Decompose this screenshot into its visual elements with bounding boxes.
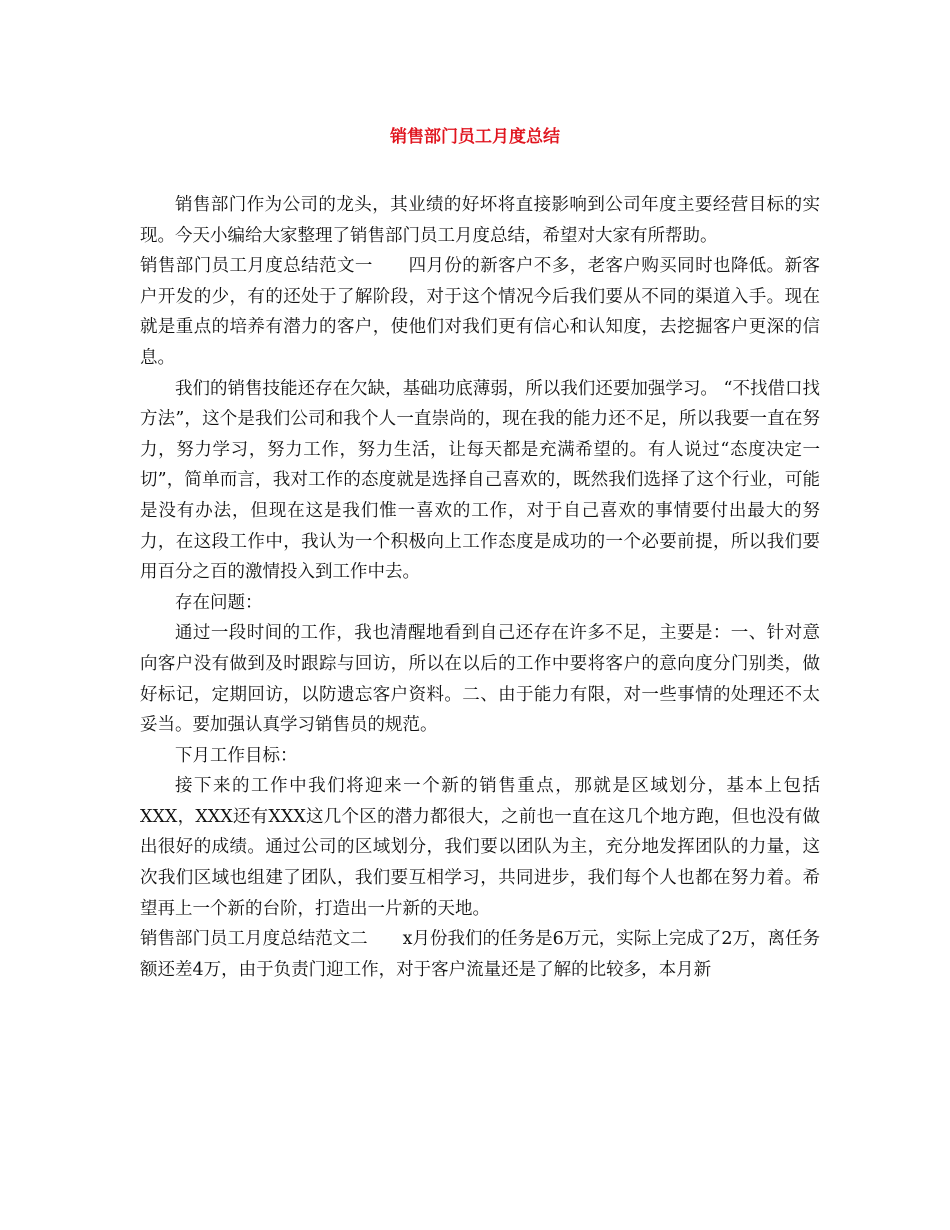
- heading-next-month-goals: 下月工作目标：: [175, 745, 298, 766]
- document-body: [140, 190, 820, 985]
- paragraph-intro: 销售部门作为公司的龙头，其业绩的好坏将直接影响到公司年度主要经营目标的实现。今天小编给大家整理了销售部门员工月度总结，希望对大家有所帮助。: [140, 195, 820, 246]
- paragraph-skills: 我们的销售技能还存在欠缺，基础功底薄弱，所以我们还要加强学习。 “不找借口找方法”，这个是我们公司和我个人一直崇尚的，现在我的能力还不足，所以我要一直在努力，努力学习，努力工作，努力生活，让每天都是充满希望的。有人说过“态度决定一切”，简单而言，我对工作的态度就是选择自己喜欢的，既然我们选择了这个行业，可能是没有办法，但现在这是我们惟一喜欢的工作，对于自己喜欢的事情要付出最大的努力，在这段工作中，我认为一个积极向上工作态度是成功的一个必要前提，所以我们要用百分之百的激情投入到工作中去。: [140, 378, 820, 583]
- paragraph-sample-two: 销售部门员工月度总结范文二 x月份我们的任务是6万元，实际上完成了2万，离任务额还差4万，由于负责门迎工作，对于客户流量还是了解的比较多，本月新: [140, 929, 820, 980]
- document-title: 销售部门员工月度总结: [390, 127, 560, 147]
- heading-problems: 存在问题：: [175, 592, 263, 613]
- paragraph-goals: 接下来的工作中我们将迎来一个新的销售重点，那就是区域划分，基本上包括XXX，XXX还有XXX这几个区的潜力都很大，之前也一直在这几个地方跑，但也没有做出很好的成绩。通过公司的区域划分，我们要以团队为主，充分地发挥团队的力量，这次我们区域也组建了团队，我们要互相学习，共同进步，我们每个人也都在努力着。希望再上一个新的台阶，打造出一片新的天地。: [140, 776, 820, 919]
- paragraph-sample-one: 销售部门员工月度总结范文一 四月份的新客户不多，老客户购买同时也降低。新客户开发的少，有的还处于了解阶段，对于这个情况今后我们要从不同的渠道入手。现在就是重点的培养有潜力的客户，使他们对我们更有信心和认知度，去挖掘客户更深的信息。: [140, 256, 820, 368]
- paragraph-problems: 通过一段时间的工作，我也清醒地看到自己还存在许多不足，主要是：一、针对意向客户没有做到及时跟踪与回访，所以在以后的工作中要将客户的意向度分门别类，做好标记，定期回访，以防遗忘客户资料。二、由于能力有限，对一些事情的处理还不太妥当。要加强认真学习销售员的规范。: [140, 623, 820, 736]
